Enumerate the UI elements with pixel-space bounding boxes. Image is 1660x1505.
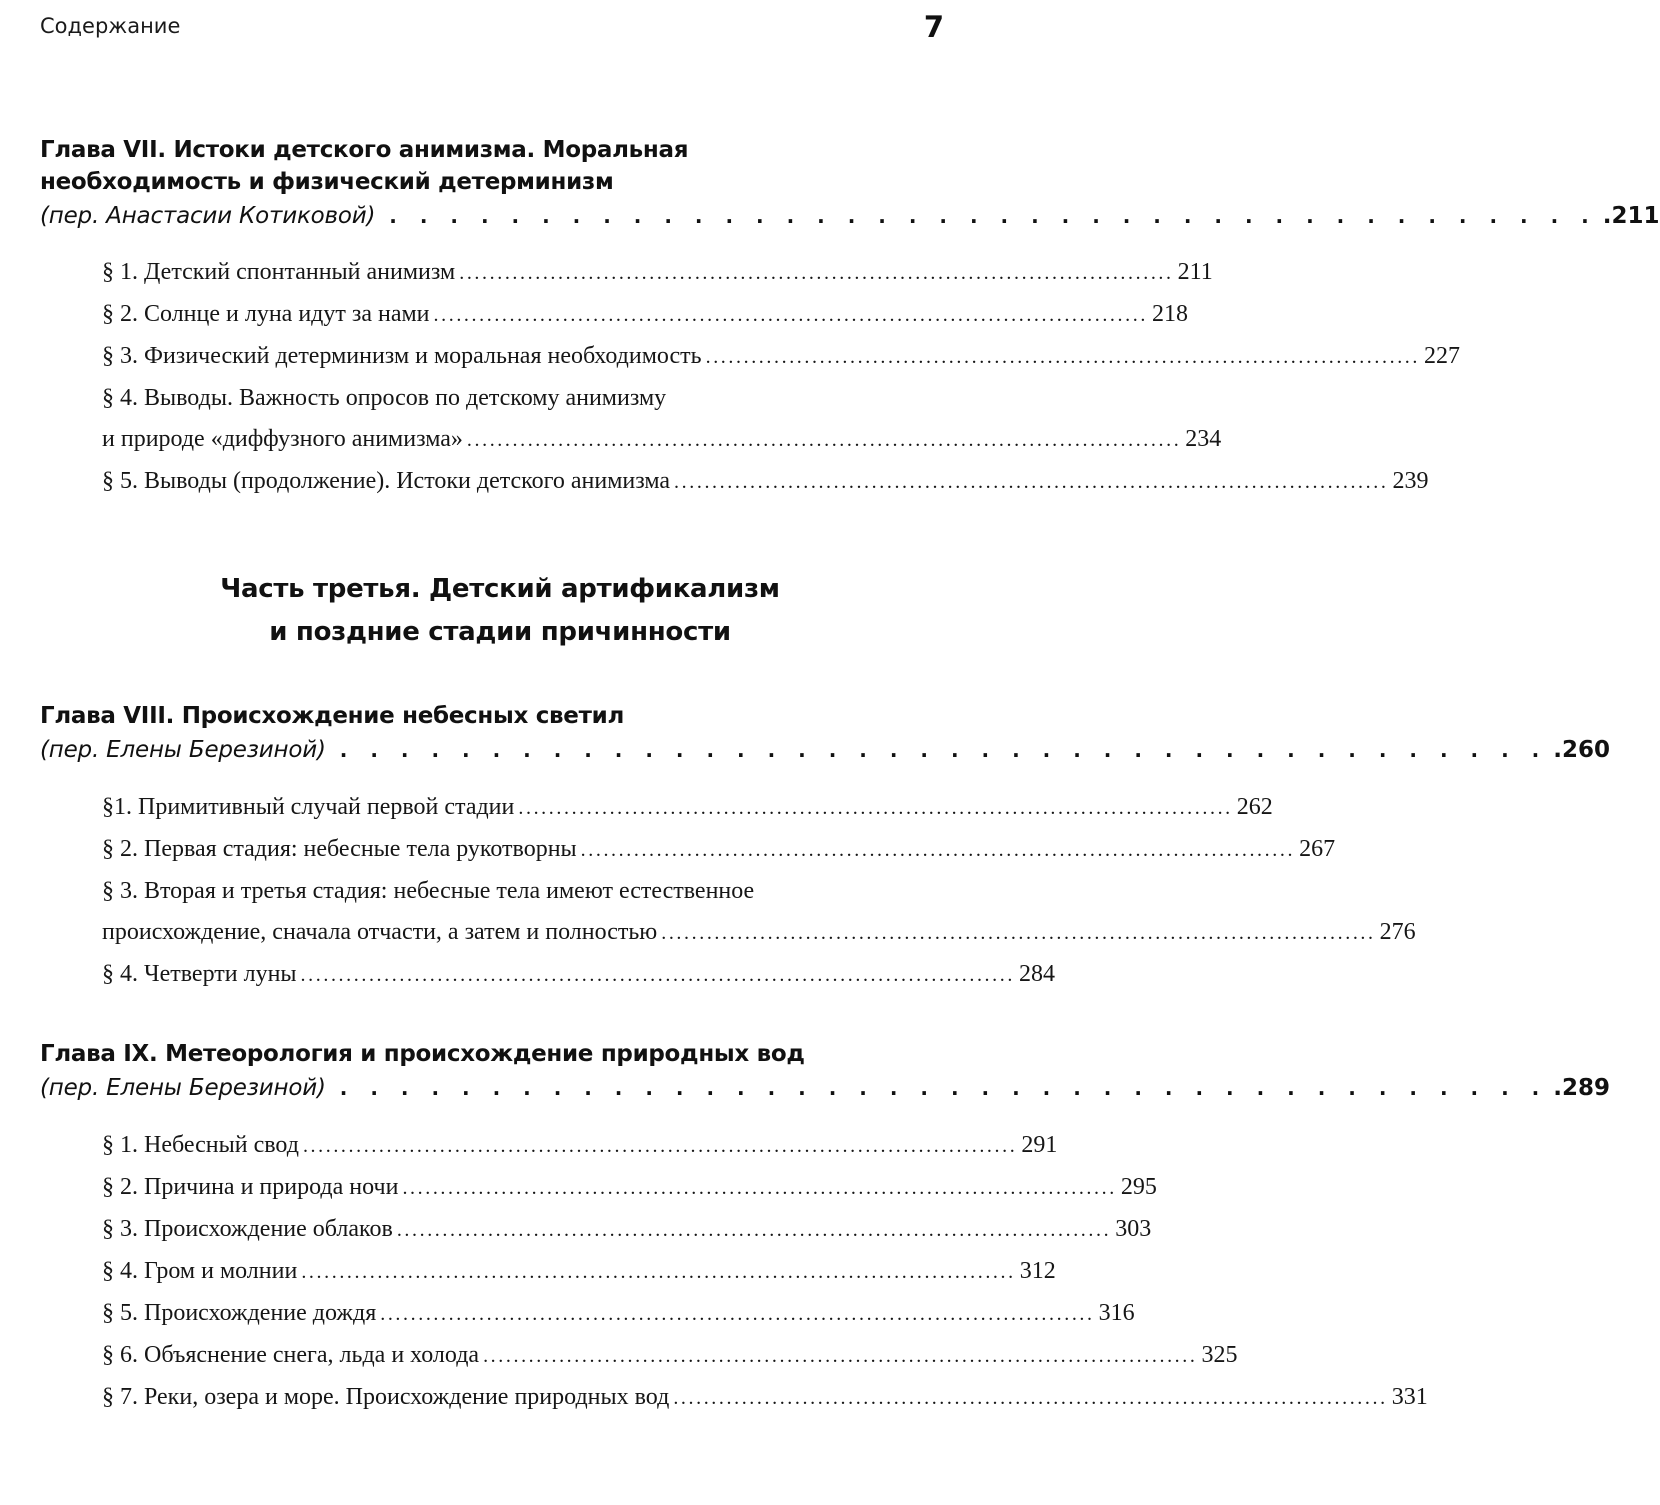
toc-entry[interactable]: [102, 787, 1273, 829]
dot-leader: ..............................................................................................: [301, 1261, 1016, 1283]
toc-entry[interactable]: [102, 1251, 1056, 1293]
toc-entry-label: § 1. Детский спонтанный анимизм: [102, 259, 456, 285]
toc-entry-line1[interactable]: § 3. Вторая и третья стадия: небесные тела имеют естественное: [102, 878, 755, 904]
part-3-title: [0, 568, 1000, 654]
chapter-8-heading[interactable]: [40, 700, 1610, 766]
toc-entry-page: 234: [1185, 426, 1222, 452]
toc-entry-label: § 3. Происхождение облаков: [102, 1216, 393, 1242]
dot-leader: ..............................................................................................: [483, 1345, 1198, 1367]
chapter-9-page: .289: [1553, 1075, 1610, 1101]
toc-entry-page: 325: [1201, 1342, 1238, 1368]
dot-leader: ..............................................................................................: [661, 922, 1376, 944]
toc-entry[interactable]: [102, 1377, 1428, 1419]
dot-leader: . . . . . . . . . . . . . . . . . . . . . . . . . . . . . . . . . . . . . . . .: [339, 1076, 1548, 1100]
running-head: Содержание: [40, 14, 181, 38]
toc-entry-label: § 1. Небесный свод: [102, 1132, 299, 1158]
dot-leader: ..............................................................................................: [674, 471, 1389, 493]
toc-entry-page: 316: [1098, 1300, 1135, 1326]
toc-entry-label: § 4. Четверти луны: [102, 961, 297, 987]
toc-entry-page: 291: [1021, 1132, 1058, 1158]
chapter-9-translator-row: [40, 1072, 1610, 1104]
toc-entry-label: § 3. Физический детерминизм и моральная необходимость: [102, 343, 702, 369]
chapter-8-translator: (пер. Елены Березиной): [40, 737, 326, 763]
chapter-8-translator-row: [40, 734, 1610, 766]
toc-entry-page: 331: [1391, 1384, 1428, 1410]
page-number: 7: [923, 10, 944, 44]
toc-entry[interactable]: [102, 294, 1188, 336]
toc-entry-label: § 2. Первая стадия: небесные тела рукотворны: [102, 836, 577, 862]
toc-entry-label: § 6. Объяснение снега, льда и холода: [102, 1342, 480, 1368]
dot-leader: ..............................................................................................: [518, 797, 1233, 819]
part-3-title-line2: и поздние стадии причинности: [269, 617, 731, 647]
toc-entry[interactable]: [102, 1167, 1157, 1209]
toc-entry-label: § 5. Выводы (продолжение). Истоки детского анимизма: [102, 468, 671, 494]
toc-entry[interactable]: [102, 1293, 1135, 1335]
toc-entry-page: 267: [1299, 836, 1336, 862]
toc-entry[interactable]: [102, 1209, 1152, 1251]
chapter-7-page: .211: [1602, 203, 1660, 229]
toc-entry-page: 303: [1115, 1216, 1152, 1242]
chapter-9-translator: (пер. Елены Березиной): [40, 1075, 326, 1101]
chapter-8-sections: [102, 787, 1416, 996]
dot-leader: ..............................................................................................: [673, 1387, 1388, 1409]
toc-entry-page: 312: [1019, 1258, 1056, 1284]
dot-leader: ..............................................................................................: [459, 262, 1174, 284]
dot-leader: ..............................................................................................: [433, 304, 1148, 326]
toc-entry-page: 262: [1236, 794, 1273, 820]
dot-leader: ..............................................................................................: [705, 346, 1421, 368]
chapter-7-sections: [102, 252, 1461, 503]
dot-leader: ..............................................................................................: [580, 839, 1296, 861]
chapter-9-sections: [102, 1125, 1428, 1419]
chapter-9-title: Глава IX. Метеорология и происхождение природных вод: [40, 1041, 805, 1067]
toc-entry[interactable]: [102, 461, 1429, 503]
chapter-7-title-line2: необходимость и физический детерминизм: [40, 169, 614, 195]
toc-entry[interactable]: [102, 829, 1336, 871]
toc-entry[interactable]: [102, 1125, 1058, 1167]
toc-entry-label: § 7. Реки, озера и море. Происхождение природных вод: [102, 1384, 670, 1410]
dot-leader: ..............................................................................................: [300, 964, 1015, 986]
toc-entry-page: 211: [1177, 259, 1213, 285]
toc-entry-label: § 5. Происхождение дождя: [102, 1300, 377, 1326]
toc-entry[interactable]: [102, 954, 1055, 996]
chapter-7-translator: (пер. Анастасии Котиковой): [40, 203, 376, 229]
toc-entry-page: 239: [1392, 468, 1429, 494]
toc-entry-label: и природе «диффузного анимизма»: [102, 426, 463, 452]
chapter-7-translator-row: [40, 200, 1660, 232]
part-3-title-line1: Часть третья. Детский артификализм: [220, 574, 780, 604]
dot-leader: ..............................................................................................: [402, 1177, 1117, 1199]
toc-entry-label: § 4. Гром и молнии: [102, 1258, 298, 1284]
toc-entry[interactable]: [102, 419, 1222, 461]
toc-entry[interactable]: [102, 912, 1416, 954]
chapter-8-title: Глава VIII. Происхождение небесных светил: [40, 703, 624, 729]
dot-leader: ..............................................................................................: [396, 1219, 1112, 1241]
chapter-9-heading[interactable]: [40, 1038, 1610, 1104]
toc-entry-page: 276: [1379, 919, 1416, 945]
toc-entry-page: 227: [1424, 343, 1461, 369]
dot-leader: ..............................................................................................: [380, 1303, 1095, 1325]
chapter-7-heading[interactable]: [40, 134, 1660, 232]
toc-entry-page: 218: [1151, 301, 1188, 327]
toc-entry-label: § 2. Солнце и луна идут за нами: [102, 301, 430, 327]
toc-entry-label: §1. Примитивный случай первой стадии: [102, 794, 515, 820]
dot-leader: . . . . . . . . . . . . . . . . . . . . . . . . . . . . . . . . . . . . . . . .: [389, 204, 1597, 228]
chapter-7-title-line1: Глава VII. Истоки детского анимизма. Моральная: [40, 137, 689, 163]
toc-entry-page: 295: [1120, 1174, 1157, 1200]
toc-entry[interactable]: [102, 336, 1461, 378]
toc-entry[interactable]: [102, 252, 1213, 294]
toc-entry[interactable]: [102, 1335, 1238, 1377]
toc-entry-page: 284: [1018, 961, 1055, 987]
toc-entry-line1[interactable]: § 4. Выводы. Важность опросов по детскому анимизму: [102, 385, 667, 411]
dot-leader: . . . . . . . . . . . . . . . . . . . . . . . . . . . . . . . . . . . . . . . .: [339, 738, 1548, 762]
dot-leader: ..............................................................................................: [302, 1135, 1018, 1157]
toc-entry-label: происхождение, сначала отчасти, а затем и полностью: [102, 919, 658, 945]
chapter-8-page: .260: [1553, 737, 1610, 763]
dot-leader: ..............................................................................................: [466, 429, 1182, 451]
toc-entry-label: § 2. Причина и природа ночи: [102, 1174, 399, 1200]
